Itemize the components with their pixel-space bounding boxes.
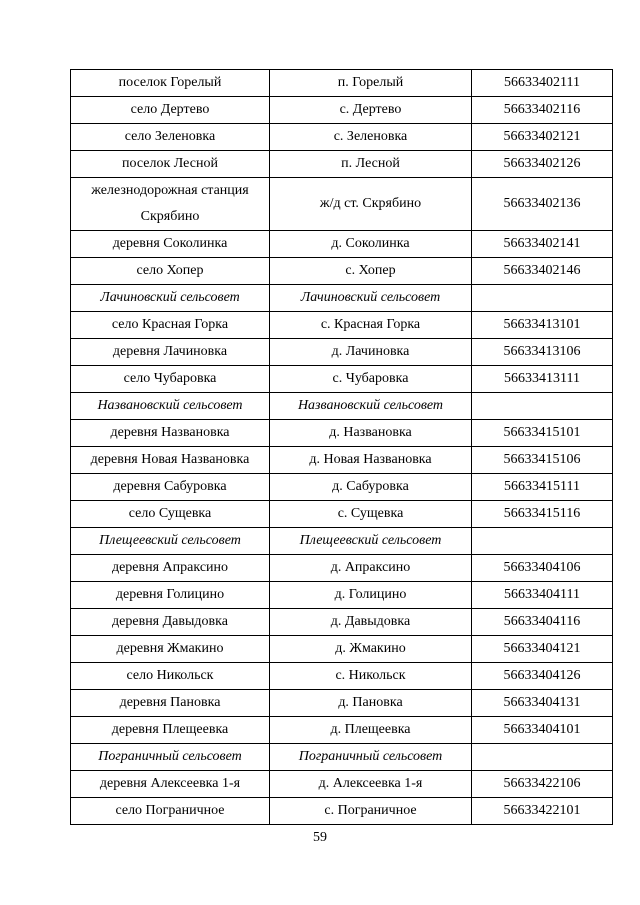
settlement-name-cell: Пограничный сельсовет [71, 744, 270, 771]
settlement-name-cell: село Никольск [71, 663, 270, 690]
oktmo-code-cell: 56633404111 [472, 582, 613, 609]
oktmo-code-cell: 56633402136 [472, 178, 613, 231]
table-row [71, 798, 613, 825]
settlement-short-name-cell: ж/д ст. Скрябино [270, 178, 472, 231]
settlement-short-name-cell: д. Лачиновка [270, 339, 472, 366]
settlement-short-name-cell: д. Жмакино [270, 636, 472, 663]
settlement-short-name-cell: с. Сущевка [270, 501, 472, 528]
table-row [71, 97, 613, 124]
settlement-short-name-cell: д. Соколинка [270, 231, 472, 258]
settlement-short-name-cell: д. Давыдовка [270, 609, 472, 636]
oktmo-code-cell: 56633415101 [472, 420, 613, 447]
settlement-short-name-cell: д. Названовка [270, 420, 472, 447]
table-row [71, 771, 613, 798]
oktmo-code-cell: 56633415106 [472, 447, 613, 474]
settlement-name-cell: деревня Лачиновка [71, 339, 270, 366]
table-row [71, 501, 613, 528]
settlement-short-name-cell: д. Пановка [270, 690, 472, 717]
table-row [71, 366, 613, 393]
oktmo-code-cell: 56633422106 [472, 771, 613, 798]
table-row [71, 312, 613, 339]
settlement-short-name-cell: д. Сабуровка [270, 474, 472, 501]
settlement-name-cell: Плещеевский сельсовет [71, 528, 270, 555]
oktmo-code-cell: 56633413101 [472, 312, 613, 339]
oktmo-code-cell: 56633404121 [472, 636, 613, 663]
table-row [71, 555, 613, 582]
settlement-name-cell: деревня Пановка [71, 690, 270, 717]
oktmo-code-cell: 56633404116 [472, 609, 613, 636]
oktmo-code-cell: 56633402116 [472, 97, 613, 124]
settlement-name-cell: деревня Давыдовка [71, 609, 270, 636]
settlement-short-name-cell: с. Дертево [270, 97, 472, 124]
settlement-name-cell: деревня Соколинка [71, 231, 270, 258]
oktmo-code-cell: 56633402126 [472, 151, 613, 178]
oktmo-code-cell [472, 393, 613, 420]
settlement-name-cell: Названовский сельсовет [71, 393, 270, 420]
oktmo-code-cell: 56633413111 [472, 366, 613, 393]
settlement-name-cell: поселок Лесной [71, 151, 270, 178]
council-row [71, 393, 613, 420]
table-row [71, 636, 613, 663]
table-row [71, 231, 613, 258]
table-row [71, 339, 613, 366]
settlement-name-cell: село Сущевка [71, 501, 270, 528]
settlement-short-name-cell: Плещеевский сельсовет [270, 528, 472, 555]
settlement-name-cell: поселок Горелый [71, 70, 270, 97]
settlement-short-name-cell: д. Апраксино [270, 555, 472, 582]
oktmo-code-cell: 56633415111 [472, 474, 613, 501]
oktmo-code-cell: 56633422101 [472, 798, 613, 825]
table-row [71, 151, 613, 178]
settlement-name-cell: деревня Сабуровка [71, 474, 270, 501]
oktmo-code-cell: 56633404126 [472, 663, 613, 690]
settlement-short-name-cell: Названовский сельсовет [270, 393, 472, 420]
table-row [71, 690, 613, 717]
settlement-name-cell: деревня Названовка [71, 420, 270, 447]
oktmo-code-cell [472, 528, 613, 555]
council-row [71, 744, 613, 771]
table-row [71, 70, 613, 97]
settlement-name-cell: село Чубаровка [71, 366, 270, 393]
oktmo-code-cell: 56633415116 [472, 501, 613, 528]
settlements-table-body [71, 70, 613, 825]
settlement-name-cell: село Красная Горка [71, 312, 270, 339]
oktmo-code-cell [472, 285, 613, 312]
table-row [71, 420, 613, 447]
settlement-short-name-cell: с. Зеленовка [270, 124, 472, 151]
settlement-short-name-cell: Пограничный сельсовет [270, 744, 472, 771]
settlement-short-name-cell: с. Красная Горка [270, 312, 472, 339]
settlement-name-cell: деревня Новая Названовка [71, 447, 270, 474]
oktmo-code-cell: 56633402146 [472, 258, 613, 285]
settlement-short-name-cell: Лачиновский сельсовет [270, 285, 472, 312]
settlement-name-cell: деревня Жмакино [71, 636, 270, 663]
table-row [71, 663, 613, 690]
table-row [71, 609, 613, 636]
settlement-name-cell: село Хопер [71, 258, 270, 285]
settlement-short-name-cell: с. Пограничное [270, 798, 472, 825]
table-row [71, 258, 613, 285]
table-row [71, 178, 613, 231]
oktmo-code-cell: 56633402141 [472, 231, 613, 258]
settlement-name-cell: деревня Голицино [71, 582, 270, 609]
oktmo-code-cell: 56633404101 [472, 717, 613, 744]
settlement-short-name-cell: д. Плещеевка [270, 717, 472, 744]
council-row [71, 285, 613, 312]
table-row [71, 474, 613, 501]
settlement-name-cell: село Пограничное [71, 798, 270, 825]
oktmo-code-cell: 56633413106 [472, 339, 613, 366]
oktmo-code-cell: 56633402121 [472, 124, 613, 151]
oktmo-code-cell: 56633402111 [472, 70, 613, 97]
settlement-name-cell: железнодорожная станция Скрябино [71, 178, 270, 231]
settlement-name-cell: деревня Плещеевка [71, 717, 270, 744]
settlement-short-name-cell: д. Голицино [270, 582, 472, 609]
table-row [71, 124, 613, 151]
settlement-short-name-cell: д. Алексеевка 1-я [270, 771, 472, 798]
settlement-name-cell: село Дертево [71, 97, 270, 124]
table-row [71, 447, 613, 474]
table-row [71, 717, 613, 744]
settlement-short-name-cell: д. Новая Названовка [270, 447, 472, 474]
settlement-short-name-cell: п. Горелый [270, 70, 472, 97]
settlement-short-name-cell: п. Лесной [270, 151, 472, 178]
settlement-short-name-cell: с. Хопер [270, 258, 472, 285]
council-row [71, 528, 613, 555]
settlement-name-cell: село Зеленовка [71, 124, 270, 151]
settlement-name-cell: Лачиновский сельсовет [71, 285, 270, 312]
settlement-name-cell: деревня Апраксино [71, 555, 270, 582]
settlement-name-cell: деревня Алексеевка 1-я [71, 771, 270, 798]
page-number: 59 [313, 830, 327, 845]
settlement-short-name-cell: с. Никольск [270, 663, 472, 690]
settlements-table [70, 69, 613, 825]
oktmo-code-cell [472, 744, 613, 771]
table-row [71, 582, 613, 609]
settlement-short-name-cell: с. Чубаровка [270, 366, 472, 393]
oktmo-code-cell: 56633404131 [472, 690, 613, 717]
oktmo-code-cell: 56633404106 [472, 555, 613, 582]
